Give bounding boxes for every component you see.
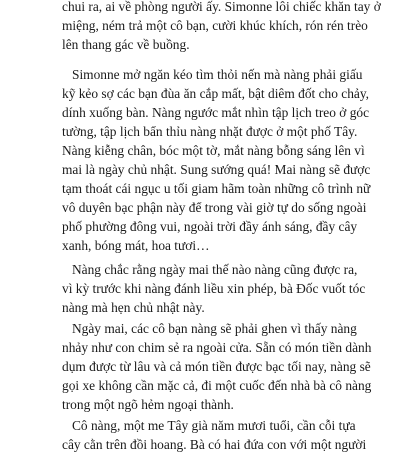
text-line: Nàng kiễng chân, bóc một tờ, mắt nàng bỗng sáng lên vì [62,143,365,158]
text-line: mai là ngày chủ nhật. Sung sướng quá! Mai nàng sẽ được [62,162,371,177]
paragraph-4 [62,319,372,414]
paragraph-1 [62,0,381,54]
text-line: cây cằn trên đồi hoang. Bà có hai đứa con với một người [62,437,367,452]
text-line: tường, tập lịch bẩn thỉu nàng nhặt được ở một phố Tây. [62,124,358,139]
text-line: lên thang gác về buồng. [62,37,190,52]
text-line: miệng, ném trả một cô bạn, cười khúc khích, rón rén trèo [62,18,368,33]
text-line: Ngày mai, các cô bạn nàng sẽ phải ghen vì thấy nàng [72,321,357,336]
text-line: Simonne mở ngăn kéo tìm thỏi nến mà nàng phải giấu [72,67,363,82]
text-line: tạm thoát cái ngục u tối giam hãm toàn những cô trình nữ [62,181,371,196]
text-line: xanh, bóng mát, hoa tươi… [62,238,210,253]
text-line: Nàng chắc rằng ngày mai thế nào nàng cũng được ra, [72,262,358,277]
text-line: Cô nàng, một me Tây già năm mươi tuổi, cần cỗi tựa [72,418,356,433]
text-line: gọi xe không cần mặc cả, đi một cuốc đến nhà bà cô nàng [62,378,372,393]
text-line: chui ra, ai về phòng người ấy. Simonne lôi chiếc khăn tay ở [62,0,381,14]
text-line: nàng mà hẹn chủ nhật này. [62,300,205,315]
text-line: dính xuống bàn. Nàng ngước mắt nhìn tập lịch treo ở góc [62,105,370,120]
text-line: vô duyên bạc phận này để trong vài giờ tự do sống ngoài [62,200,367,215]
text-line: trong một ngõ hẻm ngoại thành. [62,397,234,412]
text-line: kỹ kẻo sợ các bạn đùa ăn cắp mất, bật diêm đốt cho chảy, [62,86,370,101]
paragraph-3 [62,260,366,317]
text-line: dụm được từ lâu và cả món tiền được bạc tối nay, nàng sẽ [62,359,371,374]
paragraph-5 [62,416,367,454]
text-line: nhảy như con chim sẻ ra ngoài cửa. Sẵn có món tiền dành [62,340,372,355]
paragraph-2 [62,65,371,255]
text-line: vì kỳ trước khi nàng đánh liều xin phép, bà Đốc vuốt tóc [62,281,366,296]
text-line: phố phường đông vui, ngoài trời đầy ánh sáng, đầy cây [62,219,358,234]
